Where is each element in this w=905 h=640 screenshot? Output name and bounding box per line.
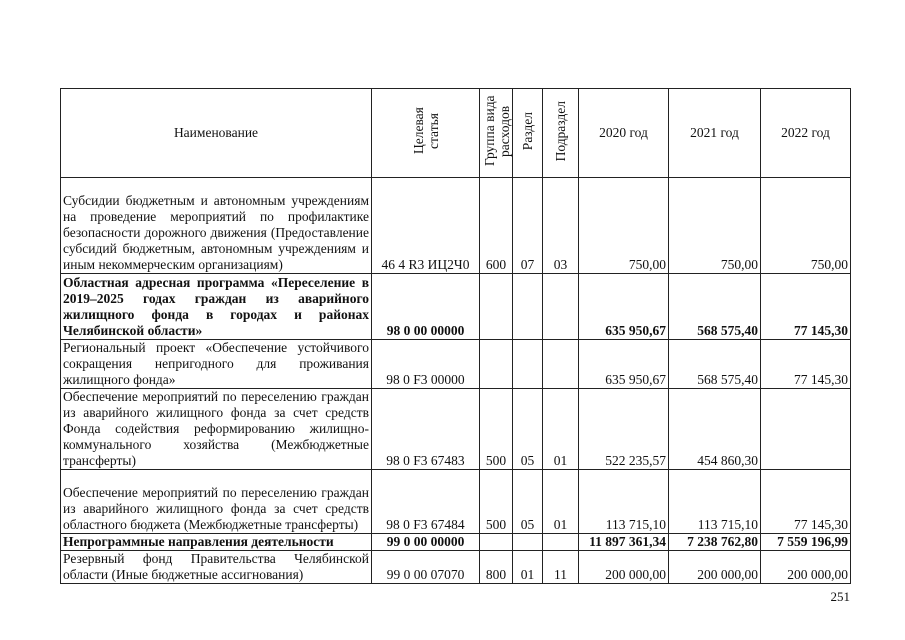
amount-y2022-cell: [761, 389, 851, 470]
amount-y2022-cell: 200 000,00: [761, 551, 851, 584]
amount-y2021-cell: 200 000,00: [669, 551, 761, 584]
column-header-label: Подраздел: [553, 100, 568, 162]
column-header-y2021: 2021 год: [669, 89, 761, 178]
section-cell: 05: [513, 470, 543, 534]
budget-table: [60, 88, 851, 584]
table-row: [61, 340, 851, 389]
table-row: [61, 470, 851, 534]
column-header-label: Целевая статья: [410, 107, 441, 155]
group-cell: [480, 534, 513, 551]
target-article-cell: 98 0 00 00000: [372, 274, 480, 340]
amount-y2022-cell: 77 145,30: [761, 340, 851, 389]
subsection-cell: [543, 534, 579, 551]
column-header-y2020: 2020 год: [579, 89, 669, 178]
subsection-cell: 03: [543, 178, 579, 274]
amount-y2020-cell: 635 950,67: [579, 274, 669, 340]
target-article-cell: 46 4 R3 ИЦ2Ч0: [372, 178, 480, 274]
subsection-cell: [543, 340, 579, 389]
subsection-cell: 11: [543, 551, 579, 584]
section-cell: 07: [513, 178, 543, 274]
subsection-cell: 01: [543, 470, 579, 534]
column-header-group: [480, 89, 513, 178]
column-header-label: Раздел: [520, 111, 535, 151]
column-header-section: [513, 89, 543, 178]
table-header-row: [61, 89, 851, 178]
group-cell: 500: [480, 470, 513, 534]
amount-y2020-cell: 200 000,00: [579, 551, 669, 584]
table-row: [61, 534, 851, 551]
amount-y2021-cell: 7 238 762,80: [669, 534, 761, 551]
table-row: [61, 389, 851, 470]
amount-y2020-cell: 750,00: [579, 178, 669, 274]
group-cell: 800: [480, 551, 513, 584]
group-cell: 600: [480, 178, 513, 274]
section-cell: 01: [513, 551, 543, 584]
row-name-cell: Областная адресная программа «Переселение в 2019–2025 годах граждан из аварийного жилищного фонда в городах и районах Челябинской области»: [61, 274, 372, 340]
amount-y2022-cell: 750,00: [761, 178, 851, 274]
group-cell: 500: [480, 389, 513, 470]
row-name-cell: Непрограммные направления деятельности: [61, 534, 372, 551]
section-cell: [513, 534, 543, 551]
amount-y2021-cell: 568 575,40: [669, 340, 761, 389]
amount-y2020-cell: 635 950,67: [579, 340, 669, 389]
subsection-cell: [543, 274, 579, 340]
subsection-cell: 01: [543, 389, 579, 470]
group-cell: [480, 274, 513, 340]
column-header-y2022: 2022 год: [761, 89, 851, 178]
amount-y2021-cell: 454 860,30: [669, 389, 761, 470]
table-row: [61, 551, 851, 584]
amount-y2021-cell: 568 575,40: [669, 274, 761, 340]
row-name-cell: Региональный проект «Обеспечение устойчивого сокращения непригодного для проживания жилищного фонда»: [61, 340, 372, 389]
amount-y2022-cell: 77 145,30: [761, 470, 851, 534]
table-row: [61, 274, 851, 340]
table-row: [61, 178, 851, 274]
column-header-name: Наименование: [61, 89, 372, 178]
row-name-cell: Резервный фонд Правительства Челябинской области (Иные бюджетные ассигнования): [61, 551, 372, 584]
column-header-target: [372, 89, 480, 178]
target-article-cell: 99 0 00 00000: [372, 534, 480, 551]
target-article-cell: 99 0 00 07070: [372, 551, 480, 584]
group-cell: [480, 340, 513, 389]
amount-y2020-cell: 113 715,10: [579, 470, 669, 534]
section-cell: 05: [513, 389, 543, 470]
amount-y2020-cell: 11 897 361,34: [579, 534, 669, 551]
row-name-cell: Обеспечение мероприятий по переселению граждан из аварийного жилищного фонда за счет средств областного бюджета (Межбюджетные трансферты): [61, 470, 372, 534]
row-name-cell: Обеспечение мероприятий по переселению граждан из аварийного жилищного фонда за счет средств Фонда содействия реформированию жилищно-коммунального хозяйства (Межбюджетные трансферты): [61, 389, 372, 470]
amount-y2021-cell: 750,00: [669, 178, 761, 274]
amount-y2021-cell: 113 715,10: [669, 470, 761, 534]
row-name-cell: Субсидии бюджетным и автономным учреждениям на проведение мероприятий по профилактике безопасности дорожного движения (Предоставление субсидий бюджетным, автономным учреждениям и иным некоммерческим организациям): [61, 178, 372, 274]
section-cell: [513, 340, 543, 389]
column-header-label: Группа вида расходов: [482, 95, 512, 167]
target-article-cell: 98 0 F3 67483: [372, 389, 480, 470]
amount-y2022-cell: 7 559 196,99: [761, 534, 851, 551]
page-number: 251: [830, 589, 850, 604]
target-article-cell: 98 0 F3 00000: [372, 340, 480, 389]
target-article-cell: 98 0 F3 67484: [372, 470, 480, 534]
section-cell: [513, 274, 543, 340]
amount-y2022-cell: 77 145,30: [761, 274, 851, 340]
table-body: [61, 178, 851, 584]
amount-y2020-cell: 522 235,57: [579, 389, 669, 470]
column-header-subsection: [543, 89, 579, 178]
